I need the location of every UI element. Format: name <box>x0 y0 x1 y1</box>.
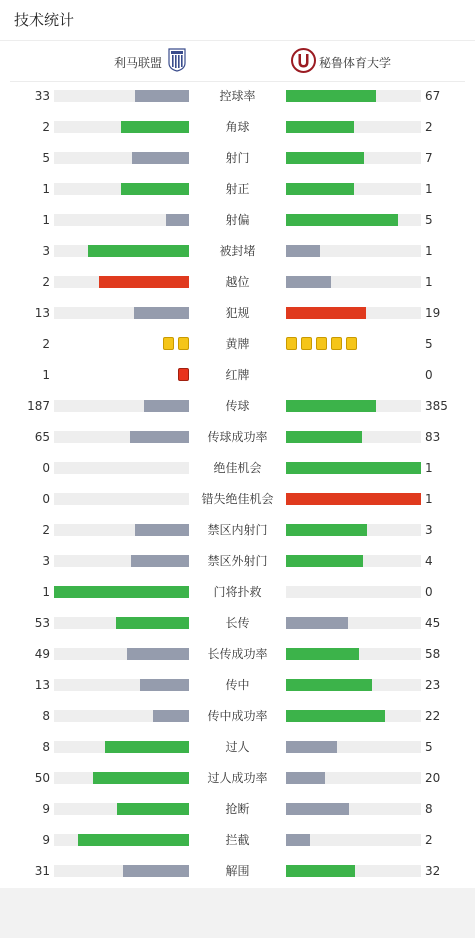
home-stat-bar-fill <box>166 214 189 226</box>
home-stat-bar <box>54 121 189 133</box>
stat-label: 越位 <box>225 275 250 289</box>
away-stat-bar <box>286 741 421 753</box>
stat-label: 错失绝佳机会 <box>201 492 274 506</box>
stat-row <box>0 112 475 143</box>
stat-row <box>0 205 475 236</box>
away-stat-value: 58 <box>425 647 441 661</box>
away-stat-value: 23 <box>425 678 441 692</box>
stat-label: 犯规 <box>225 306 250 320</box>
away-stat-value: 1 <box>425 492 433 506</box>
away-stat-bar <box>286 803 421 815</box>
away-stat-bar-fill <box>286 431 362 443</box>
away-stat-bar <box>286 679 421 691</box>
stat-label: 射门 <box>225 151 250 165</box>
home-stat-value: 50 <box>34 771 50 785</box>
away-team-name: 秘鲁体育大学 <box>319 56 392 70</box>
away-stat-bar-fill <box>286 865 355 877</box>
away-stat-bar-fill <box>286 307 366 319</box>
stat-label: 控球率 <box>219 89 256 103</box>
stat-label: 红牌 <box>225 368 250 382</box>
home-stat-bar <box>54 524 189 536</box>
away-stat-value: 2 <box>425 120 433 134</box>
stat-label: 抢断 <box>225 802 250 816</box>
home-stat-bar-fill <box>123 865 189 877</box>
home-stat-bar <box>54 214 189 226</box>
stat-row <box>0 608 475 639</box>
away-stat-value: 19 <box>425 306 441 320</box>
home-cards <box>159 337 189 351</box>
away-stat-bar-fill <box>286 245 320 257</box>
home-stat-bar-fill <box>105 741 189 753</box>
away-stat-value: 32 <box>425 864 441 878</box>
home-stat-bar <box>54 679 189 691</box>
home-stat-value: 2 <box>42 337 50 351</box>
stat-row <box>0 143 475 174</box>
home-stat-value: 1 <box>42 182 50 196</box>
home-stat-value: 1 <box>42 368 50 382</box>
stat-label: 黄牌 <box>225 337 250 351</box>
away-stat-value: 5 <box>425 337 433 351</box>
stat-row <box>0 422 475 453</box>
away-stat-value: 3 <box>425 523 433 537</box>
stat-row <box>0 825 475 856</box>
away-stat-bar <box>286 586 421 598</box>
away-stat-bar-fill <box>286 648 359 660</box>
home-stat-value: 5 <box>42 151 50 165</box>
home-stat-bar <box>54 152 189 164</box>
red-card-icon <box>178 368 189 381</box>
away-stat-bar <box>286 121 421 133</box>
yellow-card-icon <box>301 337 312 350</box>
home-stat-bar <box>54 834 189 846</box>
away-stat-bar <box>286 276 421 288</box>
yellow-card-icon <box>331 337 342 350</box>
away-stat-value: 83 <box>425 430 441 444</box>
away-stat-value: 1 <box>425 461 433 475</box>
home-stat-bar-fill <box>140 679 189 691</box>
page-footer-area <box>0 888 475 938</box>
home-stat-value: 53 <box>34 616 50 630</box>
away-stat-bar-fill <box>286 741 337 753</box>
home-stat-value: 1 <box>42 213 50 227</box>
home-stat-bar <box>54 431 189 443</box>
stat-label: 射正 <box>225 182 250 196</box>
away-stat-value: 385 <box>425 399 448 413</box>
stat-label: 射偏 <box>225 213 250 227</box>
stat-row <box>0 763 475 794</box>
yellow-card-icon <box>316 337 327 350</box>
away-stat-bar <box>286 524 421 536</box>
home-stat-bar <box>54 555 189 567</box>
home-stat-bar-fill <box>127 648 189 660</box>
home-stat-value: 0 <box>42 492 50 506</box>
home-stat-bar-fill <box>117 803 189 815</box>
stat-label: 拦截 <box>225 833 250 847</box>
stat-row <box>0 484 475 515</box>
home-stat-value: 13 <box>34 306 50 320</box>
away-stat-value: 7 <box>425 151 433 165</box>
away-stat-bar-fill <box>286 400 376 412</box>
stat-label: 长传成功率 <box>207 647 268 661</box>
home-stat-value: 2 <box>42 523 50 537</box>
stat-label: 长传 <box>225 616 250 630</box>
home-team-name: 利马联盟 <box>113 56 162 70</box>
away-stat-value: 1 <box>425 182 433 196</box>
stat-label: 传球成功率 <box>207 430 268 444</box>
home-stat-bar-fill <box>144 400 189 412</box>
away-stat-bar <box>286 865 421 877</box>
home-stat-bar-fill <box>130 431 189 443</box>
home-stat-bar-fill <box>131 555 189 567</box>
away-stat-bar-fill <box>286 803 349 815</box>
away-stat-bar <box>286 462 421 474</box>
team-header <box>10 41 465 82</box>
away-stat-value: 20 <box>425 771 441 785</box>
away-stat-value: 0 <box>425 585 433 599</box>
stat-row <box>0 732 475 763</box>
away-stat-bar <box>286 183 421 195</box>
away-stat-value: 0 <box>425 368 433 382</box>
stat-label: 传中成功率 <box>207 709 268 723</box>
home-stat-value: 3 <box>42 554 50 568</box>
away-stat-bar-fill <box>286 524 367 536</box>
away-stat-bar-fill <box>286 772 325 784</box>
yellow-card-icon <box>346 337 357 350</box>
stat-label: 绝佳机会 <box>213 461 262 475</box>
stat-label: 过人成功率 <box>207 771 268 785</box>
away-stat-bar <box>286 431 421 443</box>
home-stat-bar <box>54 400 189 412</box>
home-stat-bar-fill <box>99 276 189 288</box>
away-stat-bar-fill <box>286 617 348 629</box>
away-stat-value: 8 <box>425 802 433 816</box>
stat-row <box>0 546 475 577</box>
stat-row <box>0 701 475 732</box>
away-stat-bar-fill <box>286 555 363 567</box>
stat-label: 禁区外射门 <box>207 554 268 568</box>
home-stat-value: 1 <box>42 585 50 599</box>
home-stat-bar-fill <box>135 524 189 536</box>
stat-label: 过人 <box>225 740 250 754</box>
home-stat-value: 9 <box>42 833 50 847</box>
home-stat-bar <box>54 803 189 815</box>
stat-row <box>0 391 475 422</box>
away-stat-bar-fill <box>286 710 385 722</box>
home-stat-bar-fill <box>93 772 189 784</box>
home-stat-bar <box>54 493 189 505</box>
stat-label: 门将扑救 <box>213 585 262 599</box>
home-stat-bar <box>54 307 189 319</box>
stat-row <box>0 577 475 608</box>
home-stat-bar <box>54 586 189 598</box>
page-title: 技术统计 <box>14 11 75 29</box>
home-stat-value: 0 <box>42 461 50 475</box>
away-stat-bar <box>286 772 421 784</box>
home-stat-value: 2 <box>42 120 50 134</box>
away-stat-bar-fill <box>286 834 310 846</box>
home-stat-bar-fill <box>134 307 189 319</box>
away-team-logo-icon <box>291 48 316 73</box>
away-stat-value: 1 <box>425 244 433 258</box>
away-stat-bar <box>286 493 421 505</box>
yellow-card-icon <box>178 337 189 350</box>
home-stat-bar <box>54 772 189 784</box>
stat-row <box>0 81 475 112</box>
away-stat-value: 45 <box>425 616 441 630</box>
stat-row <box>0 856 475 887</box>
away-stat-value: 2 <box>425 833 433 847</box>
away-stat-bar-fill <box>286 214 398 226</box>
home-stat-bar <box>54 865 189 877</box>
stat-row <box>0 360 475 391</box>
away-stat-bar <box>286 90 421 102</box>
away-stat-value: 4 <box>425 554 433 568</box>
away-stat-value: 67 <box>425 89 441 103</box>
home-stat-bar <box>54 462 189 474</box>
stat-row <box>0 174 475 205</box>
away-stat-bar-fill <box>286 90 376 102</box>
away-stat-bar-fill <box>286 152 364 164</box>
stat-row <box>0 515 475 546</box>
away-stat-bar-fill <box>286 679 372 691</box>
home-stat-value: 3 <box>42 244 50 258</box>
home-stat-bar-fill <box>116 617 189 629</box>
home-stat-value: 65 <box>34 430 50 444</box>
away-stat-bar <box>286 617 421 629</box>
away-stat-bar <box>286 307 421 319</box>
stat-label: 传球 <box>225 399 250 413</box>
home-stat-value: 9 <box>42 802 50 816</box>
home-stat-value: 2 <box>42 275 50 289</box>
stat-label: 解围 <box>225 864 250 878</box>
home-stat-bar-fill <box>78 834 189 846</box>
away-cards <box>286 337 361 351</box>
away-stat-bar <box>286 245 421 257</box>
away-stat-bar-fill <box>286 183 354 195</box>
away-stat-bar <box>286 214 421 226</box>
home-stat-bar-fill <box>135 90 189 102</box>
home-stat-bar <box>54 648 189 660</box>
home-stat-value: 33 <box>34 89 50 103</box>
away-stat-bar-fill <box>286 121 354 133</box>
away-stat-value: 22 <box>425 709 441 723</box>
stat-row <box>0 639 475 670</box>
stat-row <box>0 236 475 267</box>
stat-row <box>0 453 475 484</box>
stat-row <box>0 329 475 360</box>
stat-row <box>0 267 475 298</box>
home-stat-value: 187 <box>27 399 50 413</box>
home-stat-bar-fill <box>121 121 189 133</box>
home-stat-bar-fill <box>153 710 189 722</box>
away-stat-bar-fill <box>286 493 421 505</box>
home-stat-value: 13 <box>34 678 50 692</box>
home-stat-bar <box>54 245 189 257</box>
home-stat-bar <box>54 741 189 753</box>
stat-row <box>0 670 475 701</box>
stat-label: 传中 <box>225 678 250 692</box>
home-stat-value: 31 <box>34 864 50 878</box>
away-stat-value: 1 <box>425 275 433 289</box>
away-stat-bar-fill <box>286 462 421 474</box>
home-stat-value: 8 <box>42 709 50 723</box>
stat-row <box>0 298 475 329</box>
home-stat-value: 8 <box>42 740 50 754</box>
home-cards <box>174 368 189 382</box>
away-stat-value: 5 <box>425 213 433 227</box>
away-stat-bar <box>286 710 421 722</box>
home-stat-bar <box>54 710 189 722</box>
away-stat-bar <box>286 152 421 164</box>
home-stat-bar-fill <box>54 586 189 598</box>
away-stat-bar-fill <box>286 276 331 288</box>
away-stat-value: 5 <box>425 740 433 754</box>
stat-label: 被封堵 <box>219 244 256 258</box>
home-stat-bar <box>54 183 189 195</box>
stat-row <box>0 794 475 825</box>
away-stat-bar <box>286 555 421 567</box>
away-stat-bar <box>286 834 421 846</box>
stat-label: 禁区内射门 <box>207 523 268 537</box>
away-stat-bar <box>286 400 421 412</box>
home-stat-bar-fill <box>121 183 189 195</box>
home-stat-bar <box>54 90 189 102</box>
home-stat-bar <box>54 617 189 629</box>
home-team-logo-icon <box>168 48 186 72</box>
home-stat-bar-fill <box>132 152 189 164</box>
stat-label: 角球 <box>225 120 250 134</box>
home-stat-bar-fill <box>88 245 189 257</box>
yellow-card-icon <box>163 337 174 350</box>
yellow-card-icon <box>286 337 297 350</box>
home-stat-bar <box>54 276 189 288</box>
home-stat-value: 49 <box>34 647 50 661</box>
away-stat-bar <box>286 648 421 660</box>
